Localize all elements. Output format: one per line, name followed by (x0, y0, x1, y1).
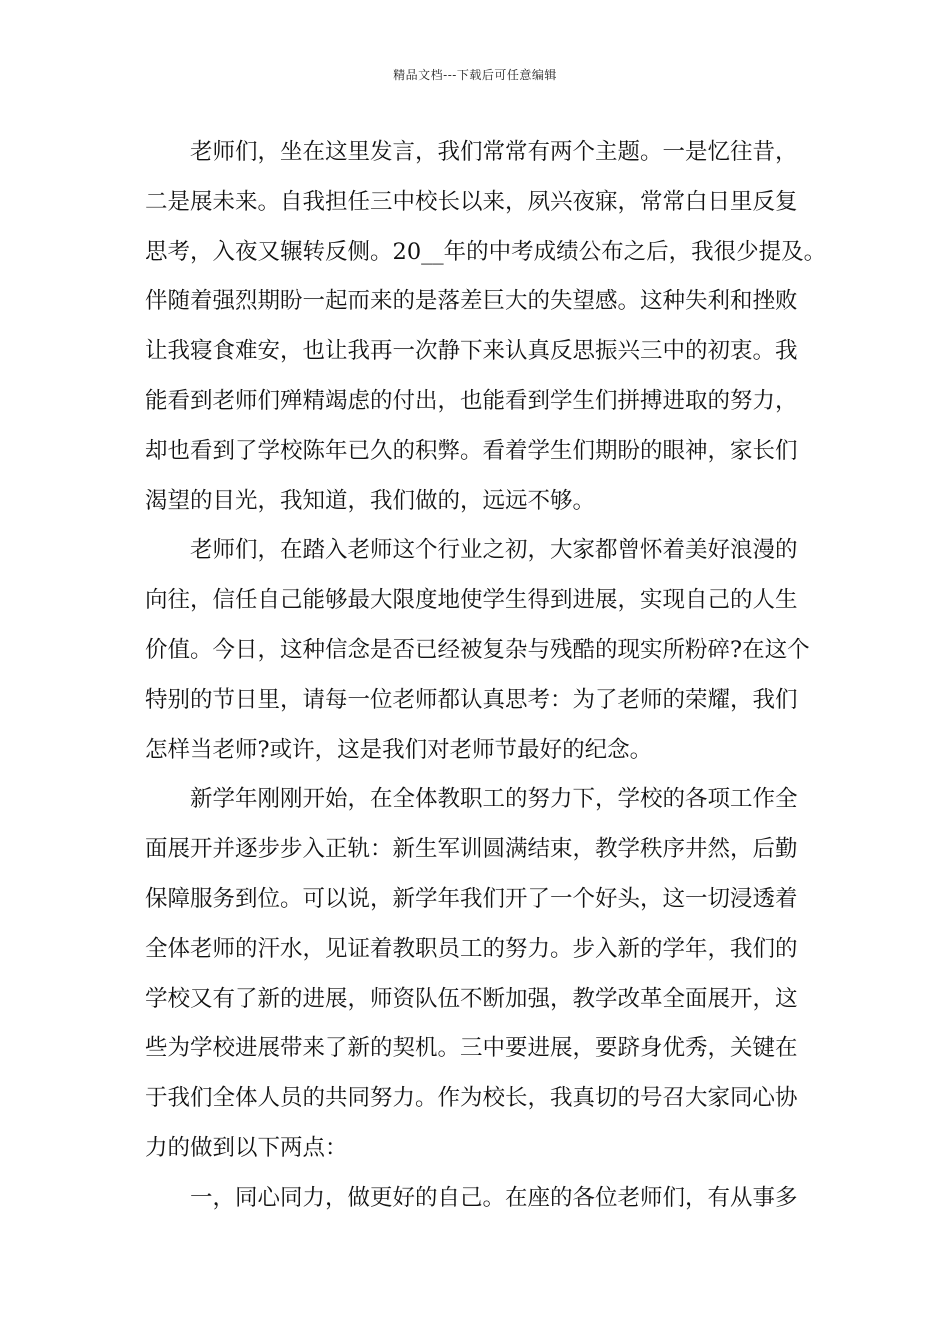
paragraph-line: 思考，入夜又辗转反侧。20__年的中考成绩公布之后，我很少提及。 (145, 238, 827, 265)
paragraph-line: 些为学校进展带来了新的契机。三中要进展，要跻身优秀，关键在 (145, 1035, 798, 1062)
paragraph-line: 却也看到了学校陈年已久的积弊。看着学生们期盼的眼神，家长们 (145, 437, 798, 464)
paragraph-line: 老师们，在踏入老师这个行业之初，大家都曾怀着美好浪漫的 (190, 537, 798, 564)
paragraph-line: 渴望的目光，我知道，我们做的，远远不够。 (145, 487, 596, 514)
paragraph-line: 老师们，坐在这里发言，我们常常有两个主题。一是忆往昔， (190, 139, 798, 165)
paragraph-line: 伴随着强烈期盼一起而来的是落差巨大的失望感。这种失利和挫败 (145, 288, 798, 315)
paragraph-line: 向往，信任自己能够最大限度地使学生得到进展，实现自己的人生 (145, 587, 798, 614)
paragraph-line: 新学年刚刚开始，在全体教职工的努力下，学校的各项工作全 (190, 786, 798, 813)
paragraph-line: 面展开并逐步步入正轨：新生军训圆满结束，教学秩序井然，后勤 (145, 836, 798, 863)
paragraph-line: 于我们全体人员的共同努力。作为校长，我真切的号召大家同心协 (145, 1085, 798, 1112)
document-body (145, 128, 827, 1224)
paragraph-line: 一，同心同力，做更好的自己。在座的各位老师们，有从事多 (190, 1184, 798, 1211)
paragraph-line: 价值。今日，这种信念是否已经被复杂与残酷的现实所粉碎?在这个 (145, 636, 810, 663)
paragraph-line: 力的做到以下两点： (145, 1134, 348, 1161)
paragraph-line: 特别的节日里，请每一位老师都认真思考：为了老师的荣耀，我们 (145, 686, 798, 713)
page-header: 精品文档---下载后可任意编辑 (393, 68, 557, 82)
paragraph-line: 全体老师的汗水，见证着教职员工的努力。步入新的学年，我们的 (145, 935, 798, 962)
paragraph-line: 学校又有了新的进展，师资队伍不断加强，教学改革全面展开，这 (145, 985, 798, 1012)
paragraph-line: 让我寝食难安，也让我再一次静下来认真反思振兴三中的初衷。我 (145, 338, 798, 365)
paragraph-line: 二是展未来。自我担任三中校长以来，夙兴夜寐，常常白日里反复 (145, 188, 798, 215)
paragraph-line: 能看到老师们殚精竭虑的付出，也能看到学生们拼搏进取的努力， (145, 387, 798, 414)
paragraph-line: 保障服务到位。可以说，新学年我们开了一个好头，这一切浸透着 (145, 885, 798, 912)
paragraph-line: 怎样当老师?或许，这是我们对老师节最好的纪念。 (145, 736, 653, 763)
